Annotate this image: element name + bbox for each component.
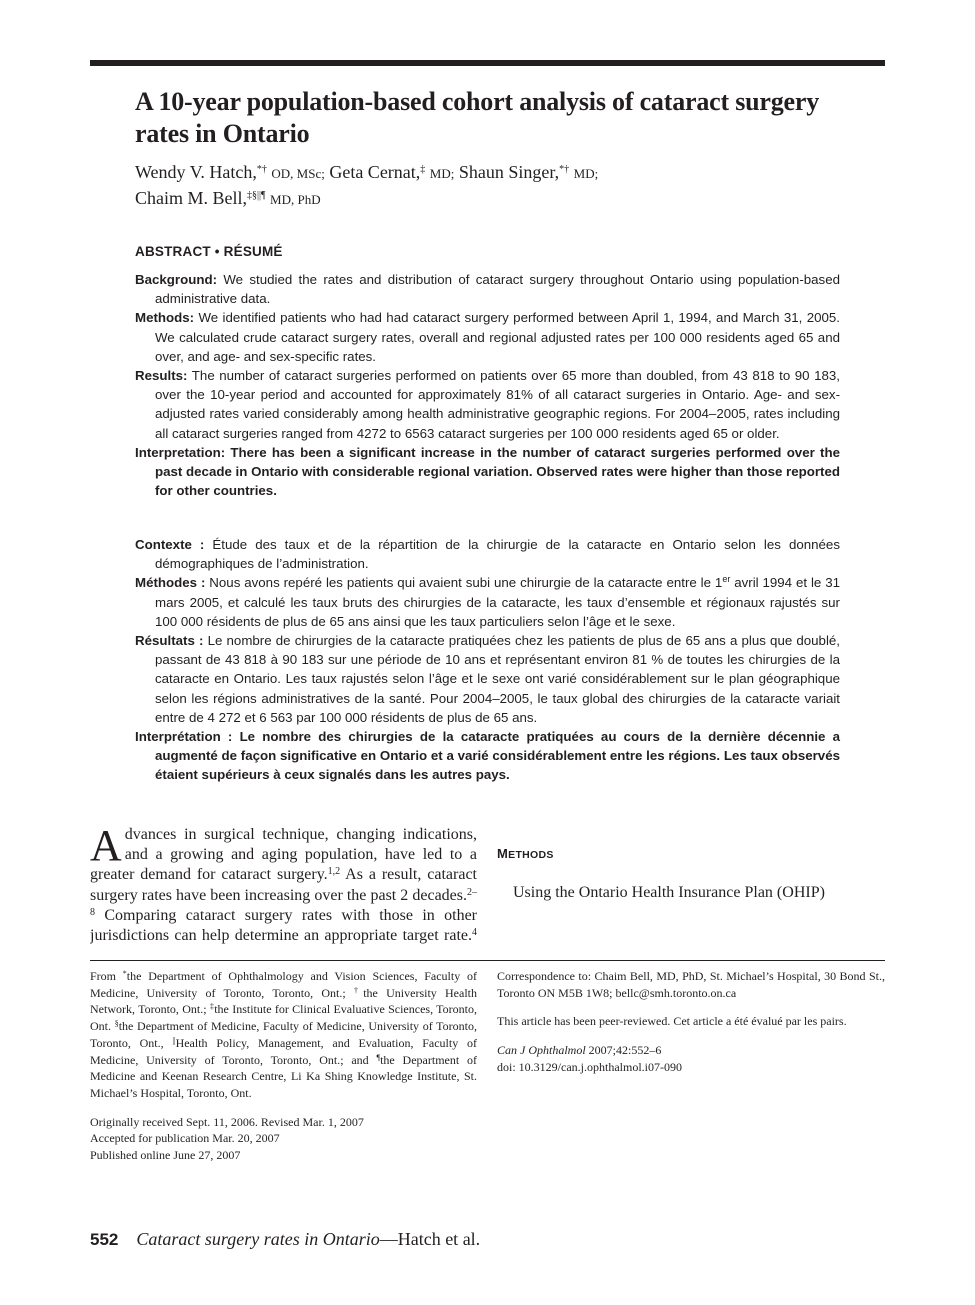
doi: doi: 10.3129/can.j.ophthalmol.i07-090 bbox=[497, 1059, 682, 1074]
abstract-label: Contexte : bbox=[135, 537, 205, 552]
author-name: Shaun Singer, bbox=[458, 162, 560, 182]
accepted-date: Accepted for publication Mar. 20, 2007 bbox=[90, 1131, 280, 1146]
author-name: Geta Cernat, bbox=[329, 162, 421, 182]
ordinal-superscript: er bbox=[722, 574, 731, 585]
abstract-heading: ABSTRACT • RÉSUMÉ bbox=[135, 244, 283, 259]
author-affiliation-marks: *† bbox=[256, 164, 267, 175]
abstract-label: Interprétation : bbox=[135, 729, 233, 745]
abstract-text: We studied the rates and distribution of cataract surgery throughout Ontario using population-based administrative data. bbox=[155, 272, 840, 307]
correspondence-footnote bbox=[497, 968, 885, 1076]
abstract-paragraph bbox=[135, 727, 840, 785]
journal-citation: Can J Ophthalmol 2007;42:552–6 bbox=[497, 1043, 662, 1058]
published-date: Published online June 27, 2007 bbox=[90, 1148, 241, 1163]
citation-ref: 1,2 bbox=[327, 866, 341, 878]
abstract-text: Le nombre de chirurgies de la cataracte pratiquées chez les patients de plus de 65 ans a plus que doublé, passant de 43 818 à 90 183 sur une période de 10 ans et représentant environ 81 % de toutes les chirurgies de la cataracte en Ontario. Les taux rajustés selon l’âge et le sexe ont varié considérablement sur le plan géographique selon les régions administratives de la santé. Pour 2004–2005, le taux global des chirurgies de la cataracte variait entre de 4 272 et 6 563 par 100 000 résidents de plus de 65 ans. bbox=[155, 633, 841, 725]
abstract-text: avril 1994 et le 31 mars 2005, et calculé les taux bruts des chirurgies de la cataracte, les taux d’ensemble et régionaux rajustés sur 100 000 résidents de plus de 65 ans ainsi que les taux particuliers selon l’âge et le sexe. bbox=[155, 575, 840, 629]
author-degrees: OD, MSc; bbox=[271, 166, 325, 181]
abstract-text: The number of cataract surgeries performed on patients over 65 more than doubled, from 43 818 to 90 183, over the 10-year period and accounted for approximately 81% of all cataract surgeries in Ontario. Age- and sex-adjusted rates varied considerably among health administrative geographic regions. For 2004–2005, rates including all cataract surgeries ranged from 4272 to 6563 cataract surgeries per 100 000 residents aged 65 or older. bbox=[155, 368, 840, 441]
abstract-paragraph bbox=[135, 443, 840, 501]
abstract-paragraph bbox=[135, 535, 840, 573]
abstract-label: Méthodes : bbox=[135, 575, 206, 591]
author-degrees: MD; bbox=[429, 166, 455, 181]
page-footer bbox=[90, 1227, 480, 1252]
abstract-label: Résultats : bbox=[135, 633, 204, 649]
page-number: 552 bbox=[90, 1230, 119, 1249]
body-text: Using the Ontario Health Insurance Plan (OHIP) bbox=[513, 884, 825, 902]
affiliation-text: From *the Department of Ophthalmology and Vision Sciences, Faculty of Medicine, University of Toronto, Toronto, Ont.; †the University Health Network, Toronto, Ont.; ‡the Institute for Clinical Evaluative Sciences, Toronto, Ont. §the Department of Medicine, Faculty of Medicine, University of Toronto, Toronto, Ont., ||Health Policy, Management, and Evaluation, Faculty of Medicine, University of Toronto, Toronto, Ont.; and ¶the Department of Medicine and Keenan Research Centre, Li Ka Shing Knowledge Institute, St. Michael’s Hospital, Toronto, Ont. bbox=[90, 969, 478, 1100]
article-title: A 10-year population-based cohort analysis of cataract surgery rates in Ontario bbox=[135, 87, 820, 148]
abstract-text: Étude des taux et de la répartition de la chirurgie de la cataracte en Ontario selon les données démographiques de l’administration. bbox=[155, 537, 840, 572]
abstract-paragraph bbox=[135, 308, 840, 366]
citation-ref: 4 bbox=[472, 927, 477, 939]
body-column-left bbox=[90, 825, 477, 945]
abstract-text: There has been a significant increase in the number of cataract surgeries performed over the past decade in Ontario with considerable regional variation. Observed rates were higher than those reported for other countries. bbox=[155, 444, 840, 499]
body-column-right bbox=[497, 825, 885, 903]
affiliations-footnote bbox=[90, 968, 477, 1164]
abstract-text: Nous avons repéré les patients qui avaient subi une chirurgie de la cataracte entre le 1 bbox=[209, 575, 723, 591]
citation-ref: 2–8 bbox=[90, 886, 477, 918]
abstract-paragraph bbox=[135, 366, 840, 443]
drop-cap: A bbox=[90, 825, 122, 870]
received-date: Originally received Sept. 11, 2006. Revised Mar. 1, 2007 bbox=[90, 1114, 364, 1129]
section-heading-methods: METHODS bbox=[497, 846, 554, 861]
running-authors: —Hatch et al. bbox=[379, 1229, 481, 1249]
author-list bbox=[135, 160, 855, 212]
abstract-english bbox=[135, 270, 840, 500]
body-text: As a result, cataract surgery rates have been increasing over the past 2 decades. bbox=[90, 866, 477, 904]
abstract-label: Methods: bbox=[135, 310, 195, 326]
author-affiliation-marks: ‡ bbox=[420, 164, 426, 175]
footnote-rule bbox=[90, 960, 885, 961]
abstract-paragraph bbox=[135, 631, 840, 727]
abstract-paragraph bbox=[135, 270, 840, 308]
abstract-text: Le nombre des chirurgies de la cataracte pratiquées au cours de la dernière décennie a augmenté de façon significative en Ontario et a varié considérablement entre les régions. Les taux observés étaient supérieurs à ceux signalés dans les autres pays. bbox=[155, 729, 841, 783]
abstract-paragraph bbox=[135, 573, 840, 631]
running-title: Cataract surgery rates in Ontario bbox=[136, 1229, 380, 1249]
abstract-label: Background: bbox=[135, 272, 218, 287]
peer-review-note: This article has been peer-reviewed. Cet article a été évalué par les pairs. bbox=[497, 1014, 847, 1029]
author-affiliation-marks: ‡§||¶ bbox=[247, 190, 266, 201]
author-affiliation-marks: *† bbox=[559, 164, 570, 175]
author-name: Chaim M. Bell, bbox=[135, 188, 247, 208]
body-text: Comparing cataract surgery rates with those in other jurisdictions can help determine an appropriate target rate. bbox=[90, 906, 477, 945]
author-name: Wendy V. Hatch, bbox=[135, 162, 257, 182]
abstract-label: Results: bbox=[135, 368, 188, 384]
top-rule bbox=[90, 60, 885, 66]
abstract-french bbox=[135, 535, 840, 785]
author-degrees: MD; bbox=[573, 166, 599, 181]
abstract-text: We identified patients who had had cataract surgery performed between April 1, 1994, and March 31, 2005. We calculated crude cataract surgery rates, overall and regional adjusted rates per 100 000 residents aged 65 and over, and age- and sex-specific rates. bbox=[155, 310, 840, 364]
correspondence-text: Correspondence to: Chaim Bell, MD, PhD, St. Michael’s Hospital, 30 Bond St., Toronto ON M5B 1W8; bellc@smh.toronto.on.ca bbox=[497, 969, 885, 1000]
author-degrees: MD, PhD bbox=[270, 192, 321, 207]
body-text: dvances in surgical technique, changing indications, and a growing and aging population, have led to a greater demand for cataract surgery. bbox=[90, 826, 477, 884]
abstract-label: Interpretation: bbox=[135, 444, 226, 460]
